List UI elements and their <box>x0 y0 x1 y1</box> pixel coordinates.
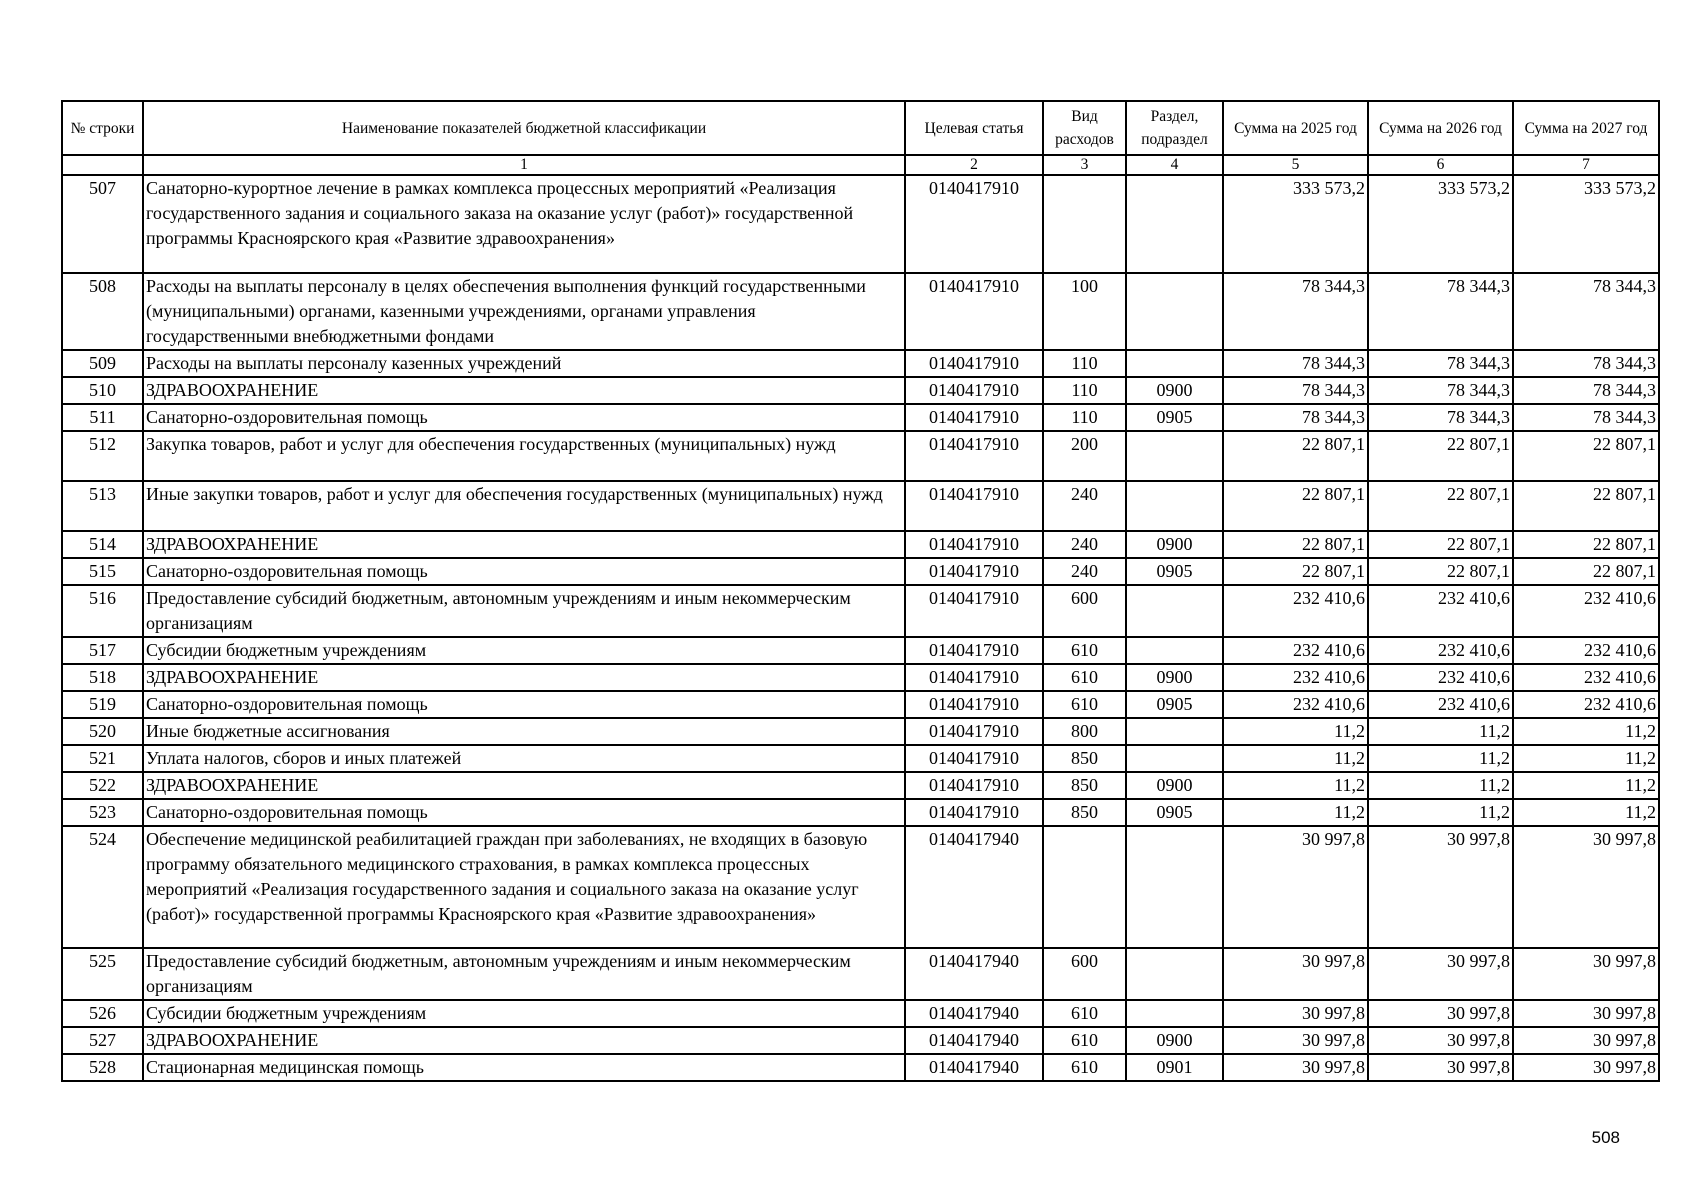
row-sum-2027: 22 807,1 <box>1513 481 1659 531</box>
row-section: 0900 <box>1126 1027 1223 1054</box>
row-sum-2026: 11,2 <box>1368 799 1513 826</box>
row-target: 0140417910 <box>905 404 1043 431</box>
row-target: 0140417910 <box>905 772 1043 799</box>
row-sum-2027: 22 807,1 <box>1513 558 1659 585</box>
table-row <box>62 531 1659 558</box>
row-kind: 610 <box>1043 1000 1126 1027</box>
row-sum-2027: 78 344,3 <box>1513 350 1659 377</box>
row-sum-2027: 30 997,8 <box>1513 1027 1659 1054</box>
row-sum-2027: 11,2 <box>1513 799 1659 826</box>
row-sum-2026: 22 807,1 <box>1368 431 1513 481</box>
row-kind: 110 <box>1043 350 1126 377</box>
row-target: 0140417940 <box>905 826 1043 948</box>
row-target: 0140417940 <box>905 1054 1043 1081</box>
row-sum-2026: 333 573,2 <box>1368 175 1513 273</box>
row-section <box>1126 175 1223 273</box>
table-row <box>62 637 1659 664</box>
table-row <box>62 377 1659 404</box>
row-name: ЗДРАВООХРАНЕНИЕ <box>143 377 905 404</box>
row-sum-2025: 232 410,6 <box>1223 664 1368 691</box>
row-kind: 100 <box>1043 273 1126 350</box>
row-sum-2026: 30 997,8 <box>1368 826 1513 948</box>
row-section: 0905 <box>1126 404 1223 431</box>
row-kind <box>1043 175 1126 273</box>
header-name: Наименование показателей бюджетной классификации <box>143 101 905 155</box>
row-target: 0140417910 <box>905 481 1043 531</box>
row-number: 526 <box>62 1000 143 1027</box>
row-number: 522 <box>62 772 143 799</box>
row-sum-2025: 78 344,3 <box>1223 377 1368 404</box>
row-name: Санаторно-оздоровительная помощь <box>143 558 905 585</box>
row-name: Субсидии бюджетным учреждениям <box>143 637 905 664</box>
table-row <box>62 1000 1659 1027</box>
row-target: 0140417910 <box>905 718 1043 745</box>
column-number: 6 <box>1368 155 1513 175</box>
row-sum-2025: 22 807,1 <box>1223 531 1368 558</box>
row-kind <box>1043 826 1126 948</box>
row-number: 507 <box>62 175 143 273</box>
row-name: Иные бюджетные ассигнования <box>143 718 905 745</box>
table-row <box>62 558 1659 585</box>
column-number: 4 <box>1126 155 1223 175</box>
header-row <box>62 101 1659 155</box>
table-row <box>62 948 1659 1000</box>
row-number: 514 <box>62 531 143 558</box>
row-sum-2027: 78 344,3 <box>1513 377 1659 404</box>
row-section <box>1126 948 1223 1000</box>
row-kind: 850 <box>1043 799 1126 826</box>
row-target: 0140417940 <box>905 1027 1043 1054</box>
row-sum-2027: 22 807,1 <box>1513 531 1659 558</box>
row-number: 524 <box>62 826 143 948</box>
table-row <box>62 772 1659 799</box>
row-kind: 610 <box>1043 664 1126 691</box>
table-row <box>62 350 1659 377</box>
row-sum-2027: 11,2 <box>1513 718 1659 745</box>
row-kind: 800 <box>1043 718 1126 745</box>
row-section <box>1126 585 1223 637</box>
row-kind: 240 <box>1043 531 1126 558</box>
row-sum-2025: 22 807,1 <box>1223 558 1368 585</box>
table-row <box>62 691 1659 718</box>
row-name: Санаторно-оздоровительная помощь <box>143 799 905 826</box>
row-sum-2025: 78 344,3 <box>1223 273 1368 350</box>
row-name: ЗДРАВООХРАНЕНИЕ <box>143 664 905 691</box>
table-row <box>62 175 1659 273</box>
row-section: 0901 <box>1126 1054 1223 1081</box>
row-sum-2025: 30 997,8 <box>1223 1054 1368 1081</box>
header-sum-2026: Сумма на 2026 год <box>1368 101 1513 155</box>
header-row-no: № строки <box>62 101 143 155</box>
row-name: Иные закупки товаров, работ и услуг для обеспечения государственных (муниципальных) нужд <box>143 481 905 531</box>
row-section: 0905 <box>1126 799 1223 826</box>
row-section <box>1126 431 1223 481</box>
row-target: 0140417910 <box>905 431 1043 481</box>
row-number: 517 <box>62 637 143 664</box>
row-target: 0140417940 <box>905 1000 1043 1027</box>
row-number: 521 <box>62 745 143 772</box>
row-sum-2026: 22 807,1 <box>1368 481 1513 531</box>
row-sum-2027: 22 807,1 <box>1513 431 1659 481</box>
row-sum-2025: 232 410,6 <box>1223 637 1368 664</box>
header-target: Целевая статья <box>905 101 1043 155</box>
row-sum-2025: 30 997,8 <box>1223 826 1368 948</box>
row-target: 0140417910 <box>905 745 1043 772</box>
row-section <box>1126 718 1223 745</box>
row-number: 512 <box>62 431 143 481</box>
row-kind: 850 <box>1043 745 1126 772</box>
row-section <box>1126 273 1223 350</box>
row-section <box>1126 826 1223 948</box>
row-target: 0140417910 <box>905 531 1043 558</box>
table-row <box>62 585 1659 637</box>
row-section: 0900 <box>1126 531 1223 558</box>
row-sum-2027: 11,2 <box>1513 772 1659 799</box>
row-sum-2027: 232 410,6 <box>1513 637 1659 664</box>
row-kind: 110 <box>1043 377 1126 404</box>
row-sum-2026: 78 344,3 <box>1368 350 1513 377</box>
row-sum-2027: 30 997,8 <box>1513 948 1659 1000</box>
row-sum-2027: 30 997,8 <box>1513 1054 1659 1081</box>
header-kind: Вид расходов <box>1043 101 1126 155</box>
row-sum-2026: 78 344,3 <box>1368 273 1513 350</box>
row-kind: 610 <box>1043 1054 1126 1081</box>
table-row <box>62 1027 1659 1054</box>
row-name: Санаторно-оздоровительная помощь <box>143 691 905 718</box>
row-sum-2025: 333 573,2 <box>1223 175 1368 273</box>
row-sum-2025: 30 997,8 <box>1223 1027 1368 1054</box>
row-name: ЗДРАВООХРАНЕНИЕ <box>143 531 905 558</box>
row-sum-2027: 232 410,6 <box>1513 664 1659 691</box>
row-sum-2027: 78 344,3 <box>1513 273 1659 350</box>
header-sum-2025: Сумма на 2025 год <box>1223 101 1368 155</box>
row-sum-2025: 78 344,3 <box>1223 350 1368 377</box>
row-section: 0905 <box>1126 558 1223 585</box>
row-number: 513 <box>62 481 143 531</box>
table-row <box>62 431 1659 481</box>
row-kind: 610 <box>1043 637 1126 664</box>
row-number: 510 <box>62 377 143 404</box>
row-sum-2026: 78 344,3 <box>1368 404 1513 431</box>
row-name: Предоставление субсидий бюджетным, автономным учреждениям и иным некоммерческим организациям <box>143 948 905 1000</box>
header-section: Раздел, подраздел <box>1126 101 1223 155</box>
row-sum-2026: 22 807,1 <box>1368 531 1513 558</box>
row-name: Расходы на выплаты персоналу казенных учреждений <box>143 350 905 377</box>
row-sum-2027: 30 997,8 <box>1513 826 1659 948</box>
row-number: 523 <box>62 799 143 826</box>
row-target: 0140417940 <box>905 948 1043 1000</box>
row-section <box>1126 1000 1223 1027</box>
row-number: 509 <box>62 350 143 377</box>
column-number: 1 <box>143 155 905 175</box>
row-section: 0900 <box>1126 772 1223 799</box>
table-row <box>62 481 1659 531</box>
row-kind: 600 <box>1043 948 1126 1000</box>
row-target: 0140417910 <box>905 799 1043 826</box>
row-sum-2026: 78 344,3 <box>1368 377 1513 404</box>
row-sum-2025: 11,2 <box>1223 772 1368 799</box>
row-sum-2027: 78 344,3 <box>1513 404 1659 431</box>
row-sum-2025: 232 410,6 <box>1223 691 1368 718</box>
row-target: 0140417910 <box>905 558 1043 585</box>
row-sum-2025: 11,2 <box>1223 745 1368 772</box>
row-section <box>1126 745 1223 772</box>
row-kind: 240 <box>1043 558 1126 585</box>
row-sum-2026: 22 807,1 <box>1368 558 1513 585</box>
row-number: 528 <box>62 1054 143 1081</box>
row-sum-2027: 232 410,6 <box>1513 585 1659 637</box>
row-number: 511 <box>62 404 143 431</box>
row-name: Закупка товаров, работ и услуг для обеспечения государственных (муниципальных) нужд <box>143 431 905 481</box>
row-kind: 200 <box>1043 431 1126 481</box>
row-name: Субсидии бюджетным учреждениям <box>143 1000 905 1027</box>
row-name: Уплата налогов, сборов и иных платежей <box>143 745 905 772</box>
row-number: 508 <box>62 273 143 350</box>
row-target: 0140417910 <box>905 637 1043 664</box>
row-kind: 240 <box>1043 481 1126 531</box>
row-kind: 610 <box>1043 1027 1126 1054</box>
row-name: Обеспечение медицинской реабилитацией граждан при заболеваниях, не входящих в базовую программу обязательного медицинского страхования, в рамках комплекса процессных мероприятий «Реализация государственного задания и социального заказа на оказание услуг (работ)» государственной программы Красноярского края «Развитие здравоохранения» <box>143 826 905 948</box>
table-row <box>62 404 1659 431</box>
row-section: 0900 <box>1126 377 1223 404</box>
row-section <box>1126 350 1223 377</box>
table-row <box>62 273 1659 350</box>
row-target: 0140417910 <box>905 273 1043 350</box>
row-sum-2026: 232 410,6 <box>1368 637 1513 664</box>
row-sum-2025: 22 807,1 <box>1223 481 1368 531</box>
row-section <box>1126 637 1223 664</box>
column-number-empty <box>62 155 143 175</box>
row-sum-2027: 30 997,8 <box>1513 1000 1659 1027</box>
row-kind: 850 <box>1043 772 1126 799</box>
row-name: Стационарная медицинская помощь <box>143 1054 905 1081</box>
row-section: 0905 <box>1126 691 1223 718</box>
table-body <box>62 155 1659 1081</box>
row-name: ЗДРАВООХРАНЕНИЕ <box>143 1027 905 1054</box>
table-row <box>62 799 1659 826</box>
row-sum-2025: 78 344,3 <box>1223 404 1368 431</box>
row-sum-2025: 11,2 <box>1223 718 1368 745</box>
row-sum-2026: 232 410,6 <box>1368 585 1513 637</box>
row-sum-2025: 11,2 <box>1223 799 1368 826</box>
row-number: 519 <box>62 691 143 718</box>
row-sum-2025: 30 997,8 <box>1223 948 1368 1000</box>
row-sum-2026: 30 997,8 <box>1368 948 1513 1000</box>
table-row <box>62 664 1659 691</box>
row-number: 516 <box>62 585 143 637</box>
row-number: 518 <box>62 664 143 691</box>
row-number: 520 <box>62 718 143 745</box>
row-target: 0140417910 <box>905 585 1043 637</box>
row-sum-2026: 30 997,8 <box>1368 1027 1513 1054</box>
row-sum-2025: 232 410,6 <box>1223 585 1368 637</box>
row-target: 0140417910 <box>905 377 1043 404</box>
row-sum-2026: 232 410,6 <box>1368 691 1513 718</box>
row-sum-2027: 232 410,6 <box>1513 691 1659 718</box>
row-sum-2027: 333 573,2 <box>1513 175 1659 273</box>
page-number: 508 <box>1591 1128 1620 1147</box>
row-sum-2025: 30 997,8 <box>1223 1000 1368 1027</box>
row-sum-2026: 11,2 <box>1368 718 1513 745</box>
column-number: 5 <box>1223 155 1368 175</box>
row-target: 0140417910 <box>905 691 1043 718</box>
row-kind: 610 <box>1043 691 1126 718</box>
column-number: 7 <box>1513 155 1659 175</box>
row-kind: 600 <box>1043 585 1126 637</box>
row-number: 525 <box>62 948 143 1000</box>
row-name: Санаторно-курортное лечение в рамках комплекса процессных мероприятий «Реализация государственного задания и социального заказа на оказание услуг (работ)» государственной программы Красноярского края «Развитие здравоохранения» <box>143 175 905 273</box>
row-section <box>1126 481 1223 531</box>
row-kind: 110 <box>1043 404 1126 431</box>
table-row <box>62 1054 1659 1081</box>
budget-table <box>61 100 1660 1082</box>
row-target: 0140417910 <box>905 350 1043 377</box>
column-number: 2 <box>905 155 1043 175</box>
row-target: 0140417910 <box>905 175 1043 273</box>
table-row <box>62 745 1659 772</box>
column-number-row <box>62 155 1659 175</box>
row-section: 0900 <box>1126 664 1223 691</box>
row-sum-2026: 30 997,8 <box>1368 1054 1513 1081</box>
row-sum-2026: 11,2 <box>1368 772 1513 799</box>
row-sum-2027: 11,2 <box>1513 745 1659 772</box>
header-sum-2027: Сумма на 2027 год <box>1513 101 1659 155</box>
row-sum-2026: 30 997,8 <box>1368 1000 1513 1027</box>
row-name: Расходы на выплаты персоналу в целях обеспечения выполнения функций государственными (муниципальными) органами, казенными учреждениями, органами управления государственными внебюджетными фондами <box>143 273 905 350</box>
row-number: 515 <box>62 558 143 585</box>
row-sum-2025: 22 807,1 <box>1223 431 1368 481</box>
row-target: 0140417910 <box>905 664 1043 691</box>
row-name: Предоставление субсидий бюджетным, автономным учреждениям и иным некоммерческим организациям <box>143 585 905 637</box>
row-sum-2026: 232 410,6 <box>1368 664 1513 691</box>
column-number: 3 <box>1043 155 1126 175</box>
row-name: ЗДРАВООХРАНЕНИЕ <box>143 772 905 799</box>
row-sum-2026: 11,2 <box>1368 745 1513 772</box>
table-row <box>62 826 1659 948</box>
table-row <box>62 718 1659 745</box>
row-name: Санаторно-оздоровительная помощь <box>143 404 905 431</box>
row-number: 527 <box>62 1027 143 1054</box>
